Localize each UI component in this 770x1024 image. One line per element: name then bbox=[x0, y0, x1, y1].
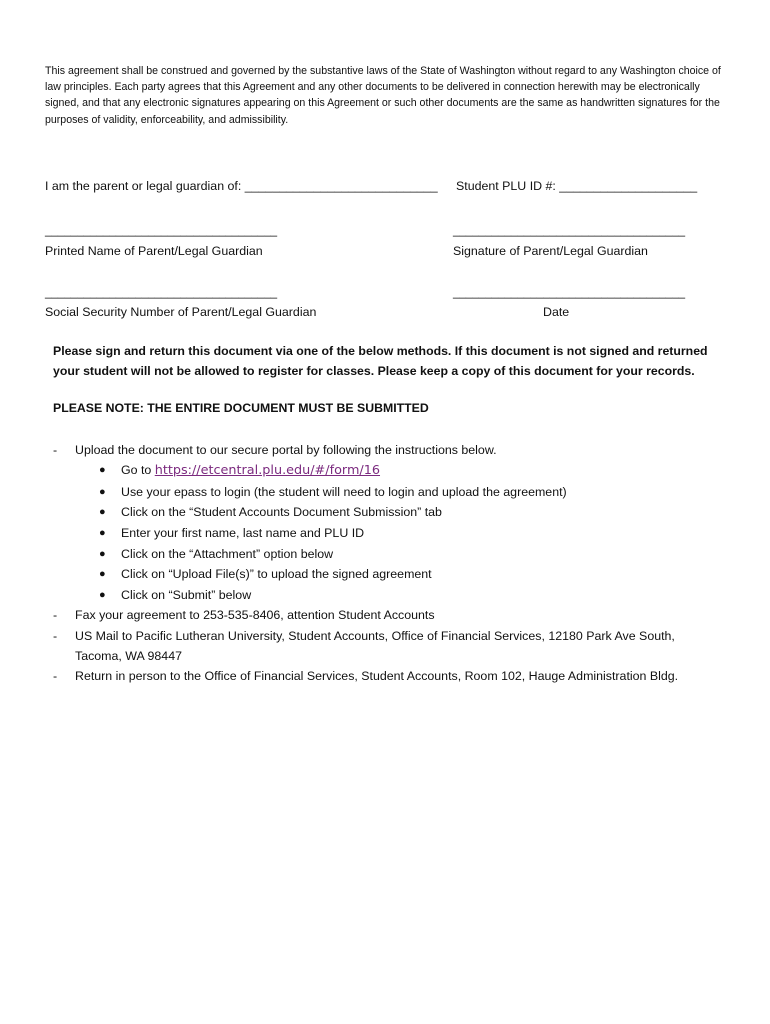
method-mail-text: US Mail to Pacific Lutheran University, Student Accounts, Office of Financial Services, 12180 Park Ave South, Tacoma, WA 98447 bbox=[75, 628, 675, 664]
step-submit bbox=[45, 585, 745, 606]
date-label: Date bbox=[543, 305, 570, 319]
method-fax-text: Fax your agreement to 253-535-8406, attention Student Accounts bbox=[75, 608, 435, 623]
step-epass-text: Use your epass to login (the student will need to login and upload the agreement) bbox=[121, 484, 567, 499]
method-mail bbox=[45, 626, 745, 667]
method-upload-text: Upload the document to our secure portal by following the instructions below. bbox=[75, 443, 497, 457]
ssn-label: Social Security Number of Parent/Legal Guardian bbox=[45, 305, 317, 319]
submission-note: PLEASE NOTE: THE ENTIRE DOCUMENT MUST BE SUBMITTED bbox=[53, 401, 429, 415]
student-id-field[interactable]: Student PLU ID #: ____________________ bbox=[456, 179, 698, 193]
bullet-icon: ● bbox=[99, 568, 106, 581]
bullet-icon: ● bbox=[99, 485, 106, 498]
agreement-paragraph: This agreement shall be construed and governed by the substantive laws of the State of Washington without regard to any Washington choice of law principles. Each party agrees that this Agreement and any other documents to be delivered in connection herewith may be electronically signed, and that any electronic signatures appearing on this Agreement or such other documents are the same as handwritten signatures for the purposes of validity, enforceability, and admissibility. bbox=[45, 65, 721, 126]
guardian-of-field[interactable]: I am the parent or legal guardian of: ____________________________ bbox=[45, 179, 438, 193]
dash-marker: - bbox=[53, 669, 58, 684]
step-upload-files-text: Click on “Upload File(s)” to upload the signed agreement bbox=[121, 567, 432, 582]
upload-steps bbox=[45, 460, 745, 605]
step-enter-name-text: Enter your first name, last name and PLU ID bbox=[121, 526, 365, 541]
printed-name-label: Printed Name of Parent/Legal Guardian bbox=[45, 244, 263, 258]
dash-marker: - bbox=[53, 608, 58, 623]
bullet-icon: ● bbox=[99, 588, 106, 601]
return-instructions: Please sign and return this document via one of the below methods. If this document is not signed and returned your student will not be allowed to register for classes. Please keep a copy of this document for your records. bbox=[53, 344, 708, 378]
bullet-icon: ● bbox=[99, 464, 106, 477]
submission-methods bbox=[45, 440, 745, 687]
signature-line[interactable]: ____________________________________ bbox=[453, 224, 686, 237]
method-upload bbox=[45, 440, 745, 605]
method-fax bbox=[45, 605, 745, 625]
step-epass bbox=[45, 482, 745, 503]
date-line[interactable]: ____________________________________ bbox=[453, 286, 686, 299]
method-in-person bbox=[45, 666, 745, 686]
step-tab-text: Click on the “Student Accounts Document Submission” tab bbox=[121, 505, 442, 520]
step-tab bbox=[45, 502, 745, 523]
method-in-person-text: Return in person to the Office of Financial Services, Student Accounts, Room 102, Hauge Administration Bldg. bbox=[75, 669, 679, 684]
step-submit-text: Click on “Submit” below bbox=[121, 587, 252, 602]
dash-marker: - bbox=[53, 443, 58, 457]
signature-label: Signature of Parent/Legal Guardian bbox=[453, 244, 648, 258]
printed-name-line[interactable]: ____________________________________ bbox=[45, 224, 278, 237]
bullet-icon: ● bbox=[99, 547, 106, 560]
bullet-icon: ● bbox=[99, 506, 106, 519]
step-upload-files bbox=[45, 564, 745, 585]
step-attachment-text: Click on the “Attachment” option below bbox=[121, 546, 334, 561]
step-attachment bbox=[45, 544, 745, 565]
portal-link[interactable]: https://etcentral.plu.edu/#/form/16 bbox=[154, 463, 381, 479]
bullet-icon: ● bbox=[99, 527, 106, 540]
step-go-to-prefix: Go to bbox=[121, 463, 155, 478]
step-go-to bbox=[45, 460, 745, 482]
ssn-line[interactable]: ____________________________________ bbox=[45, 286, 278, 299]
step-enter-name bbox=[45, 523, 745, 544]
dash-marker: - bbox=[53, 628, 58, 643]
